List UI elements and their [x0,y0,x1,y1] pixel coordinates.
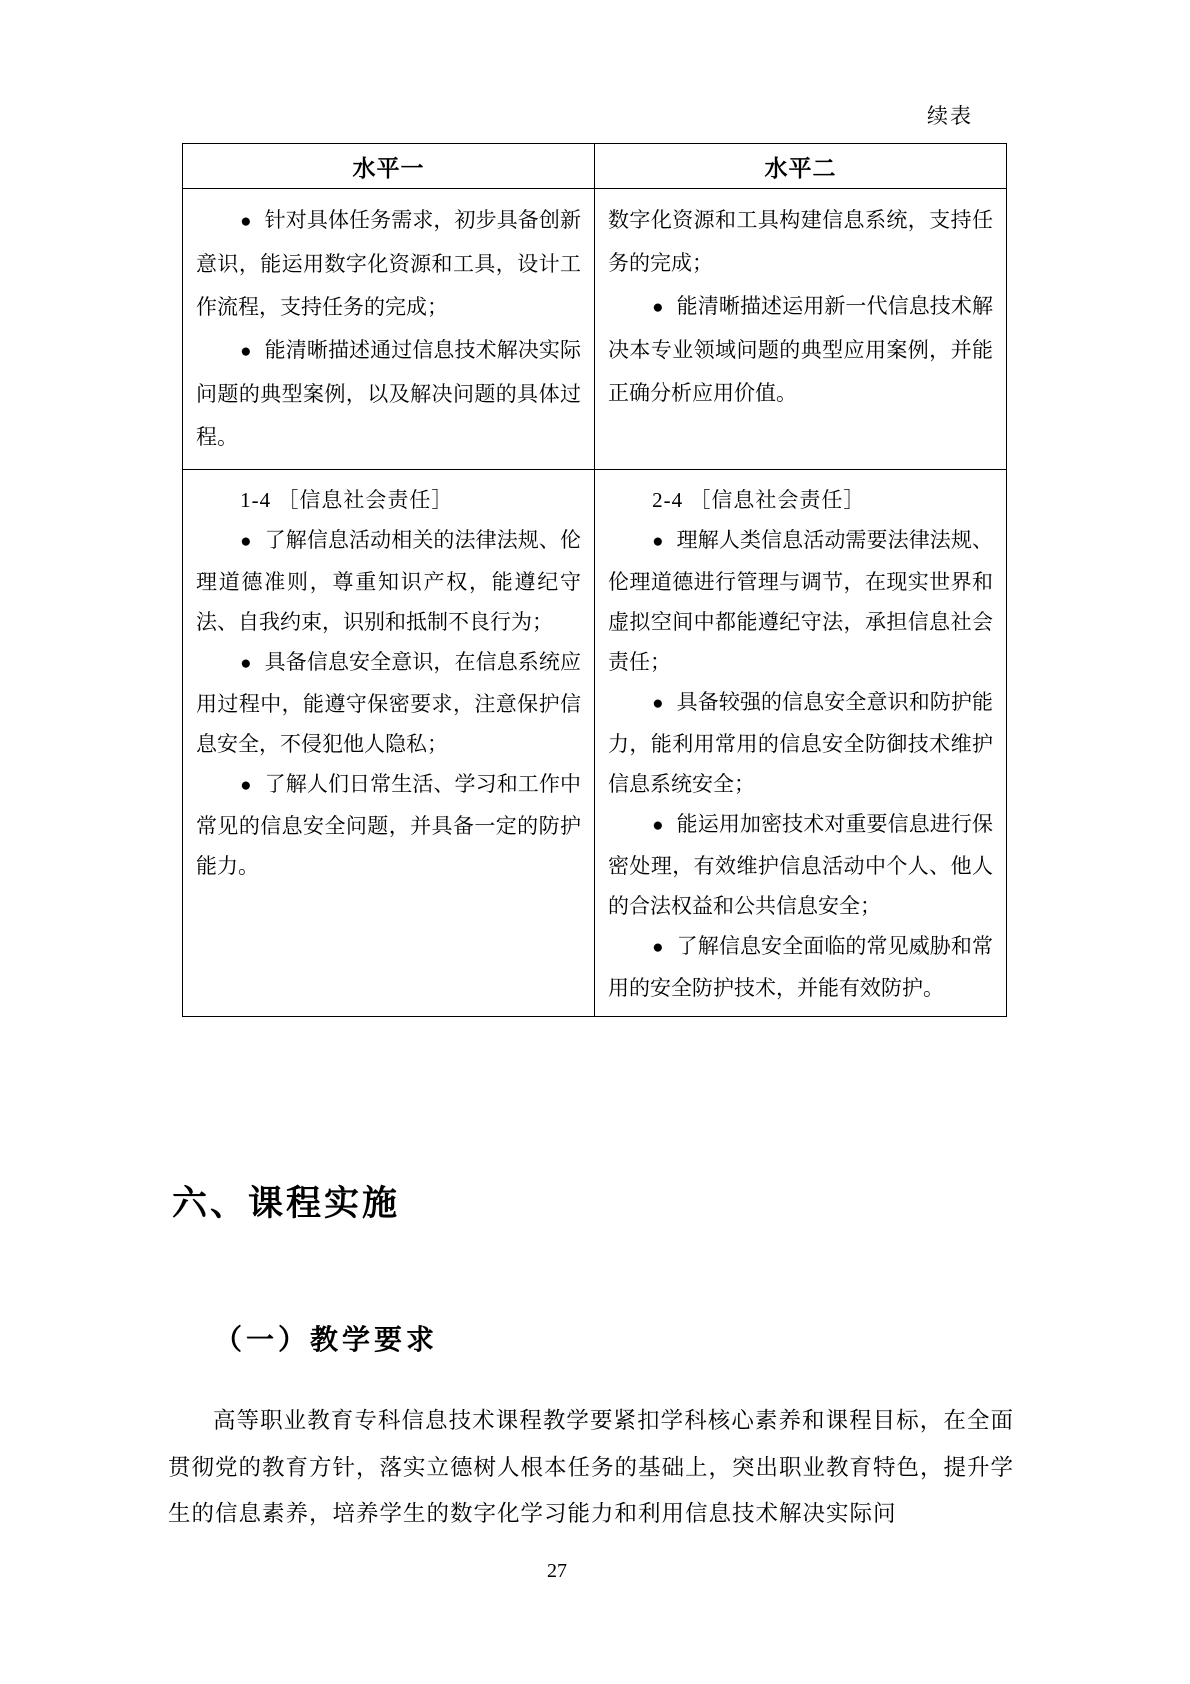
bullet-text: 能运用加密技术对重要信息进行保密处理，有效维护信息活动中个人、他人的合法权益和公共信息安全； [608,812,993,918]
bullet-item [608,682,993,804]
cell-row2-level2 [595,470,1007,1017]
bullet-text: 能清晰描述通过信息技术解决实际问题的典型案例，以及解决问题的具体过程。 [196,338,581,449]
table-row [183,189,1007,470]
subsection-heading: （一）教学要求 [214,1325,439,1356]
continuation-text: 数字化资源和工具构建信息系统，支持任务的完成； [608,208,993,275]
bullet-item [196,520,581,642]
bullet-text: 理解人类信息活动需要法律法规、伦理道德进行管理与调节，在现实世界和虚拟空间中都能遵纪守法，承担信息社会责任； [608,528,993,674]
body-paragraph: 高等职业教育专科信息技术课程教学要紧扣学科核心素养和课程目标，在全面贯彻党的教育方针，落实立德树人根本任务的基础上，突出职业教育特色，提升学生的信息素养，培养学生的数字化学习能力和利用信息技术解决实际问 [168,1408,1015,1526]
bullet-item [196,642,581,764]
competency-code-label: 1-4 ［信息社会责任］ [240,488,454,512]
bullet-item [608,926,993,1008]
cell-row1-level2 [595,189,1007,470]
bullet-item [196,199,581,329]
competency-code-label: 2-4 ［信息社会责任］ [652,488,866,512]
table-row [183,470,1007,1017]
bullet-icon: ● [652,693,664,714]
bullet-icon: ● [652,531,664,552]
bullet-text: 能清晰描述运用新一代信息技术解决本专业领域问题的典型应用案例，并能正确分析应用价值。 [608,294,993,405]
bullet-icon: ● [240,211,252,232]
bullet-icon: ● [240,653,252,674]
table-header-row [183,144,1007,189]
bullet-text: 了解信息安全面临的常见威胁和常用的安全防护技术，并能有效防护。 [608,934,993,1000]
bullet-icon: ● [240,531,252,552]
table-continued-label: 续表 [927,104,973,128]
bullet-item [608,285,993,415]
section-heading: 六、课程实施 [172,1184,401,1223]
bullet-item [608,520,993,682]
bullet-text: 了解人们日常生活、学习和工作中常见的信息安全问题，并具备一定的防护能力。 [196,772,581,878]
bullet-item [608,804,993,926]
bullet-icon: ● [652,297,664,318]
bullet-text: 了解信息活动相关的法律法规、伦理道德准则，尊重知识产权，能遵纪守法、自我约束，识别和抵制不良行为； [196,528,581,634]
page-number: 27 [547,1560,567,1582]
bullet-item [196,329,581,459]
cell-row2-level1 [183,470,595,1017]
bullet-icon: ● [652,815,664,836]
competency-levels-table [182,143,1007,1017]
bullet-text: 针对具体任务需求，初步具备创新意识，能运用数字化资源和工具，设计工作流程，支持任务的完成； [196,208,581,319]
bullet-icon: ● [240,341,252,362]
column-header-level-1: 水平一 [183,144,595,189]
column-header-level-2: 水平二 [595,144,1007,189]
bullet-text: 具备较强的信息安全意识和防护能力，能利用常用的信息安全防御技术维护信息系统安全； [608,690,993,796]
bullet-item [196,764,581,886]
bullet-icon: ● [240,775,252,796]
cell-row1-level1 [183,189,595,470]
bullet-text: 具备信息安全意识，在信息系统应用过程中，能遵守保密要求，注意保护信息安全，不侵犯他人隐私； [196,650,581,756]
bullet-icon: ● [652,937,664,958]
